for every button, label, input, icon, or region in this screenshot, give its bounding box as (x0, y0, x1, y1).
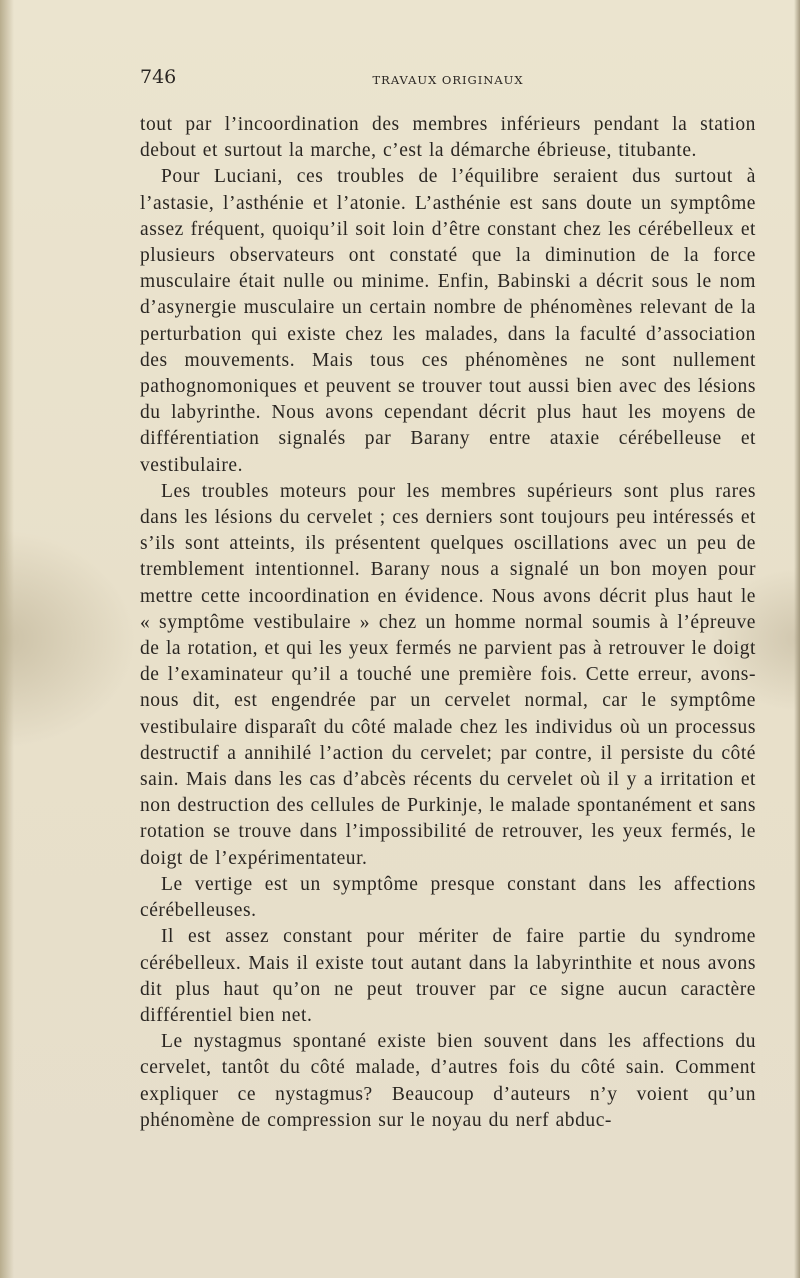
paragraph-2: Pour Luciani, ces troubles de l’équilibre seraient dus surtout à l’astasie, l’asthénie et l’atonie. L’asthénie est sans doute un symptôme assez fréquent, quoiqu’il soit loin d’être constant chez les cérébelleux et plusieurs observateurs ont constaté que la diminution de la force musculaire était nulle ou minime. Enfin, Babinski a décrit sous le nom d’asynergie musculaire un certain nombre de phénomènes relevant de la perturbation qui existe chez les malades, dans la faculté d’association des mouvements. Mais tous ces phénomènes ne sont nullement pathognomoniques et peuvent se trouver tout aussi bien avec des lésions du labyrinthe. Nous avons cependant décrit plus haut les moyens de différentiation signalés par Barany entre ataxie cérébelleuse et vestibulaire. (140, 166, 756, 476)
paragraph-4: Le vertige est un symptôme presque constant dans les affections cérébelleuses. (140, 873, 756, 922)
paragraph-3: Les troubles moteurs pour les membres supérieurs sont plus rares dans les lésions du cervelet ; ces derniers sont toujours peu intéressés et s’ils sont atteints, ils présentent quelques oscillations avec un peu de tremblement intentionnel. Barany nous a signalé un bon moyen pour mettre cette incoordination en évidence. Nous avons décrit plus haut le « symptôme vestibulaire » chez un homme normal soumis à l’épreuve de la rotation, et qui les yeux fermés ne parvient pas à retrouver le doigt de l’examinateur qu’il a touché une première fois. Cette erreur, avons-nous dit, est engendrée par un cervelet normal, car le symptôme vestibulaire disparaît du côté malade chez les individus où un processus destructif a annihilé l’action du cervelet; par contre, il persiste du côté sain. Mais dans les cas d’abcès récents du cervelet où il y a irritation et non destruction des cellules de Purkinje, le malade spontanément et sans rotation se trouve dans l’impossibilité de retrouver, les yeux fermés, le doigt de l’expérimentateur. (140, 480, 756, 869)
running-title: TRAVAUX ORIGINAUX (372, 73, 524, 87)
paragraph-5: Il est assez constant pour mériter de faire partie du syndrome cérébelleux. Mais il existe tout autant dans la labyrinthite et nous avons dit plus haut qu’on ne peut trouver par ce signe aucun caractère différentiel bien net. (140, 926, 756, 1026)
page-edge-shadow (794, 0, 800, 1278)
paragraph-1: tout par l’incoordination des membres inférieurs pendant la station debout et surtout la marche, c’est la démarche ébrieuse, titubante. (140, 114, 756, 162)
paragraph-6: Le nystagmus spontané existe bien souvent dans les affections du cervelet, tantôt du côté malade, d’autres fois du côté sain. Comment expliquer ce nystagmus? Beaucoup d’auteurs n’y voient qu’un phénomène de compression sur le noyau du nerf abduc- (140, 1031, 756, 1131)
page-header (140, 66, 756, 96)
body-text (140, 112, 756, 1134)
page-number: 746 (140, 66, 177, 88)
page-gutter-shadow (0, 0, 14, 1278)
